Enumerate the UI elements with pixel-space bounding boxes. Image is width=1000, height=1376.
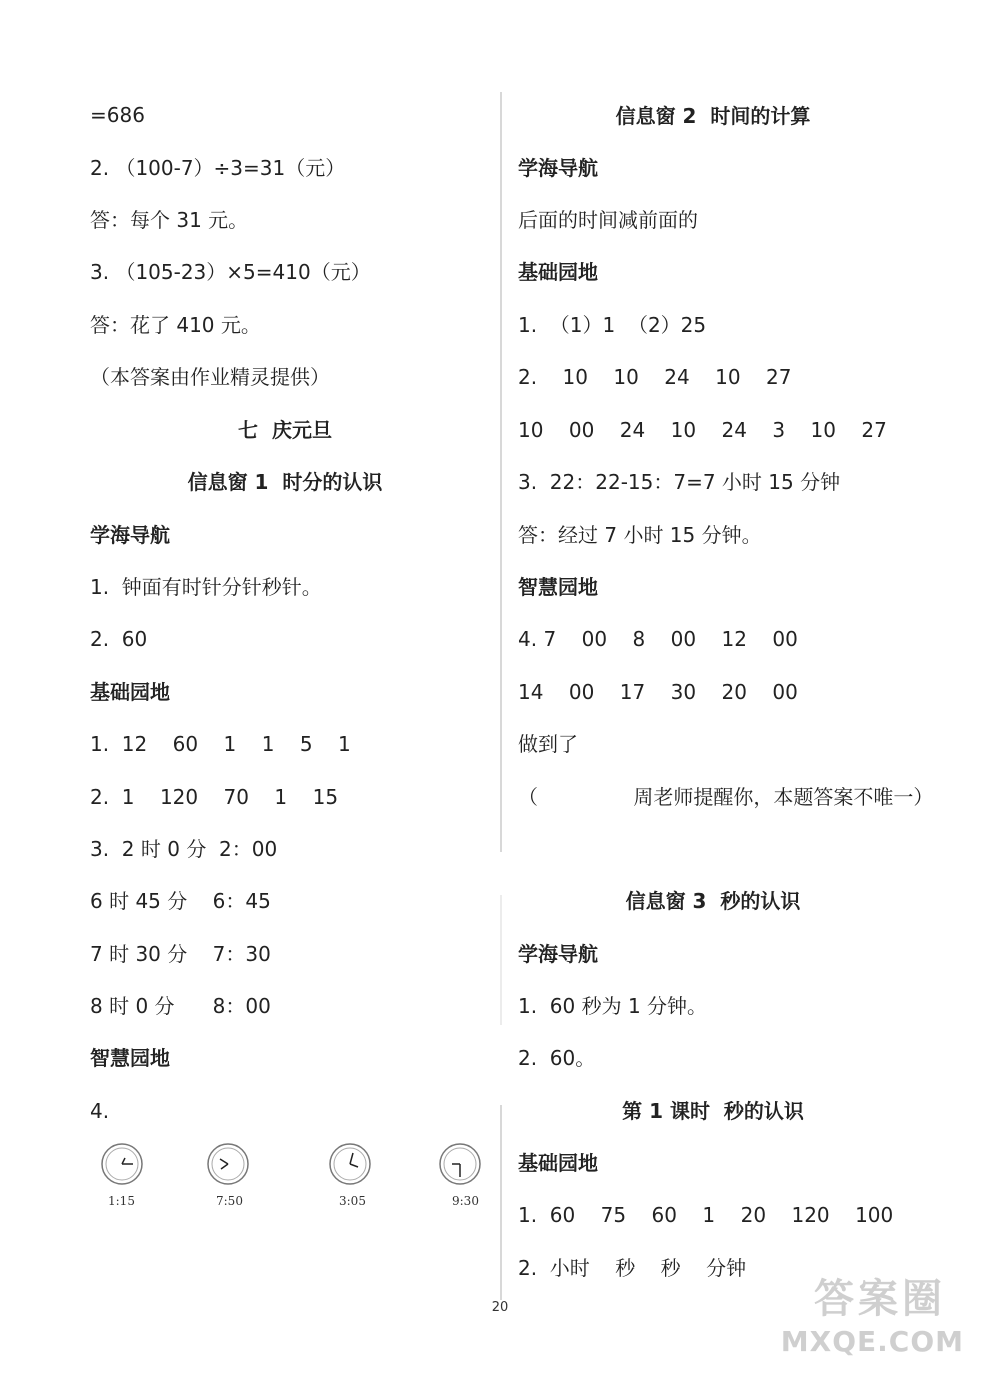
line-time-645: 6 时 45 分 6：45 bbox=[90, 889, 271, 913]
line-answer-3: 答：花了 410 元。 bbox=[90, 313, 261, 337]
line-r-jichu-2: 2. 10 10 24 10 27 bbox=[518, 365, 792, 389]
line-eq-2: 2. （100-7）÷3=31（元） bbox=[90, 156, 346, 180]
line-q4: 4. bbox=[90, 1099, 110, 1123]
line-clock-hands: 1. 钟面有时针分针秒针。 bbox=[90, 575, 322, 599]
watermark-logo bbox=[690, 1276, 990, 1370]
line-r-jichu-2b: 10 00 24 10 24 3 10 27 bbox=[518, 418, 887, 442]
heading-xuehai-2: 学海导航 bbox=[518, 156, 598, 180]
line-60: 2. 60 bbox=[90, 627, 148, 651]
line-jichu-3: 3. 2 时 0 分 2：00 bbox=[90, 837, 278, 861]
clock-label-3: 3:05 bbox=[339, 1194, 366, 1208]
heading-zhihui-2: 智慧园地 bbox=[518, 575, 598, 599]
line-jichu-1: 1. 12 60 1 1 5 1 bbox=[90, 732, 351, 756]
line-credit: （本答案由作业精灵提供） bbox=[90, 365, 330, 389]
line-r-answer: 答：经过 7 小时 15 分钟。 bbox=[518, 523, 762, 547]
section-title-3: 信息窗 3 秒的认识 bbox=[625, 889, 801, 913]
watermark-url: MXQE.COM bbox=[780, 1325, 964, 1358]
column-divider-mid bbox=[500, 895, 502, 1025]
line-time-730: 7 时 30 分 7：30 bbox=[90, 942, 271, 966]
line-done: 做到了 bbox=[518, 732, 578, 756]
line-answer-2: 答：每个 31 元。 bbox=[90, 208, 249, 232]
line-686: =686 bbox=[90, 103, 145, 127]
line-teacher-note: （ 周老师提醒你，本题答案不唯一） bbox=[518, 785, 934, 809]
chapter-title: 七 庆元旦 bbox=[238, 418, 332, 442]
column-divider-bottom bbox=[500, 1105, 502, 1300]
column-divider-top bbox=[500, 92, 502, 852]
line-60-period: 2. 60。 bbox=[518, 1046, 596, 1070]
line-r-zhihui-4: 4. 7 00 8 00 12 00 bbox=[518, 627, 798, 651]
line-subtract: 后面的时间减前面的 bbox=[518, 208, 698, 232]
line-r-zhihui-4b: 14 00 17 30 20 00 bbox=[518, 680, 798, 704]
line-jichu-2: 2. 1 120 70 1 15 bbox=[90, 785, 339, 809]
heading-jichu-1: 基础园地 bbox=[90, 680, 170, 704]
page-number: 20 bbox=[491, 1300, 509, 1315]
line-r-jichu-5: 2. 小时 秒 秒 分钟 bbox=[518, 1256, 747, 1280]
clock-icon-2 bbox=[206, 1142, 250, 1186]
line-60-seconds: 1. 60 秒为 1 分钟。 bbox=[518, 994, 708, 1018]
clock-icon-3 bbox=[328, 1142, 372, 1186]
heading-jichu-2: 基础园地 bbox=[518, 260, 598, 284]
clock-icon-1 bbox=[100, 1142, 144, 1186]
section-title-1: 信息窗 1 时分的认识 bbox=[187, 470, 383, 494]
clock-label-4: 9:30 bbox=[452, 1194, 479, 1208]
clock-icon-4 bbox=[438, 1142, 482, 1186]
line-r-jichu-3: 3. 22：22-15：7=7 小时 15 分钟 bbox=[518, 470, 841, 494]
line-eq-3: 3. （105-23）×5=410（元） bbox=[90, 260, 371, 284]
line-time-800: 8 时 0 分 8：00 bbox=[90, 994, 271, 1018]
heading-xuehai-3: 学海导航 bbox=[518, 942, 598, 966]
heading-zhihui-1: 智慧园地 bbox=[90, 1046, 170, 1070]
lesson-title: 第 1 课时 秒的认识 bbox=[622, 1099, 804, 1123]
heading-jichu-3: 基础园地 bbox=[518, 1151, 598, 1175]
section-title-2: 信息窗 2 时间的计算 bbox=[615, 104, 811, 128]
clock-label-1: 1:15 bbox=[108, 1194, 135, 1208]
line-r-jichu-1: 1. （1）1 （2）25 bbox=[518, 313, 707, 337]
heading-xuehai-1: 学海导航 bbox=[90, 523, 170, 547]
watermark-logo-text: 答案圈 bbox=[814, 1276, 946, 1322]
line-r-jichu-4: 1. 60 75 60 1 20 120 100 bbox=[518, 1203, 894, 1227]
clock-label-2: 7:50 bbox=[216, 1194, 243, 1208]
